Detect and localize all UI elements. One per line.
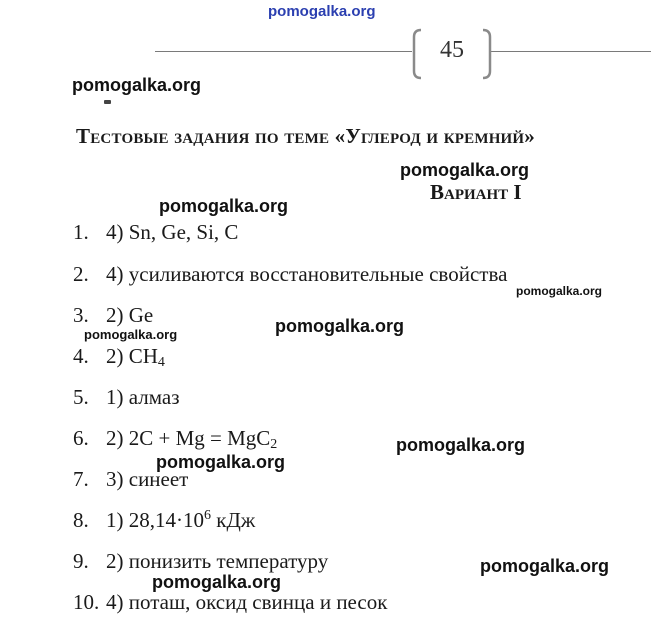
watermark: pomogalka.org (159, 196, 289, 216)
answer-subscript: 4 (157, 355, 165, 370)
watermark: pomogalka.org (84, 327, 178, 342)
answer-item (73, 426, 277, 451)
watermark: pomogalka.org (516, 284, 603, 298)
answer-item (73, 508, 255, 533)
page-number-box (411, 27, 493, 81)
watermark-top: pomogalka.org (268, 3, 376, 20)
answer-number: 4. (73, 344, 89, 368)
answer-number: 9. (73, 549, 89, 573)
answer-item (73, 549, 328, 574)
answer-text: 2) понизить температуру (106, 549, 329, 573)
answer-text: 1) 28,14·10 (106, 508, 204, 532)
watermark: pomogalka.org (400, 160, 530, 180)
answer-item (73, 344, 165, 369)
section-heading: Тестовые задания по теме «Углерод и кремний» (76, 124, 535, 148)
watermark: pomogalka.org (480, 556, 610, 576)
answer-number: 3. (73, 303, 89, 327)
header-rule-left (155, 51, 412, 52)
answer-item (73, 590, 387, 615)
answer-number: 6. (73, 426, 89, 450)
watermark: pomogalka.org (152, 572, 282, 592)
header-rule-right (491, 51, 651, 52)
answer-number: 1. (73, 220, 89, 244)
answer-item (73, 467, 188, 492)
answer-item (73, 262, 507, 287)
answer-text: 2) Ge (106, 303, 154, 327)
answer-number: 10. (73, 590, 100, 614)
answer-text: 2) 2C + Mg = MgC (106, 426, 271, 450)
answer-text: 1) алмаз (106, 385, 180, 409)
answer-item (73, 220, 238, 245)
watermark: pomogalka.org (156, 452, 286, 472)
answer-subscript: 2 (270, 437, 278, 452)
watermark: pomogalka.org (396, 435, 526, 455)
watermark: pomogalka.org (275, 316, 405, 336)
answer-unit: кДж (211, 508, 256, 532)
answer-number: 5. (73, 385, 89, 409)
answer-number: 7. (73, 467, 89, 491)
answer-item (73, 303, 153, 328)
page-number: 45 (440, 37, 464, 63)
variant-title: Вариант I (430, 180, 522, 204)
answer-text: 4) Sn, Ge, Si, C (106, 220, 239, 244)
answer-number: 2. (73, 262, 89, 286)
ink-mark (104, 100, 111, 104)
answer-text: 4) поташ, оксид свинца и песок (106, 590, 388, 614)
answer-text: 4) усиливаются восстановительные свойства (106, 262, 508, 286)
answer-text: 2) CH (106, 344, 158, 368)
watermark: pomogalka.org (72, 75, 202, 95)
answer-item (73, 385, 180, 410)
answer-superscript: 6 (204, 508, 211, 523)
answer-text: 3) синеет (106, 467, 189, 491)
answer-number: 8. (73, 508, 89, 532)
